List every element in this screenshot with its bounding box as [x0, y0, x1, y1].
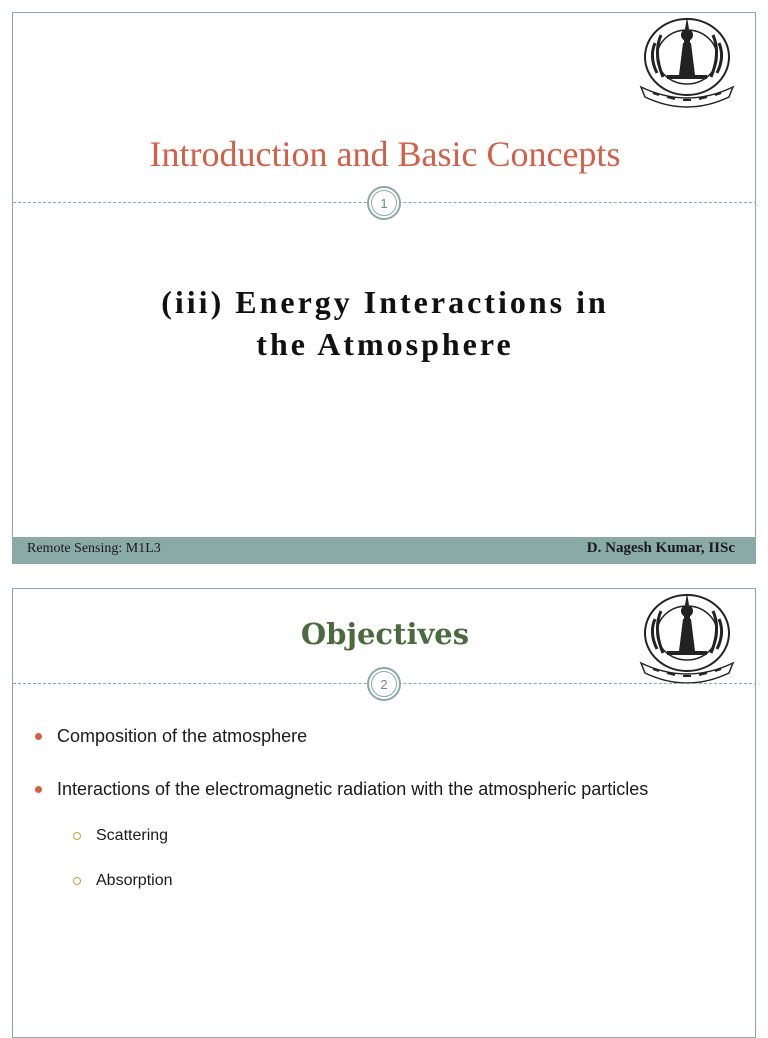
bullet-text: Interactions of the electromagnetic radiation with the atmospheric particles	[57, 779, 649, 799]
bullet-dot-icon	[35, 786, 42, 793]
list-item	[33, 725, 753, 747]
bullet-ring-icon	[73, 832, 81, 840]
slide-2	[12, 588, 756, 1038]
slide-title: Objectives	[300, 617, 470, 651]
slide-number: 1	[371, 190, 397, 216]
subtitle-line-2: the Atmosphere	[256, 326, 514, 362]
slide-subtitle	[13, 281, 756, 365]
slide-1	[12, 12, 756, 564]
sub-bullet-text: Scattering	[96, 827, 169, 844]
subtitle-line-1: (iii) Energy Interactions in	[161, 284, 609, 320]
slide-footer	[13, 537, 755, 563]
footer-course-label: Remote Sensing: M1L3	[27, 541, 161, 556]
bullet-text: Composition of the atmosphere	[57, 726, 308, 746]
footer-author-label: D. Nagesh Kumar, IISc	[586, 540, 735, 556]
bullet-ring-icon	[73, 877, 81, 885]
sub-bullet-text: Absorption	[96, 872, 173, 889]
bullet-dot-icon	[35, 733, 42, 740]
sub-list-item	[33, 826, 753, 846]
slide-title: Introduction and Basic Concepts	[149, 134, 621, 174]
list-item	[33, 778, 753, 800]
slide-number-badge	[367, 186, 401, 220]
slide-divider	[13, 188, 756, 218]
objectives-list	[33, 725, 753, 916]
iisc-emblem-icon	[619, 13, 755, 108]
slide-number: 2	[371, 671, 397, 697]
sub-list-item	[33, 871, 753, 891]
slide-divider	[13, 669, 756, 699]
slide-number-badge	[367, 667, 401, 701]
